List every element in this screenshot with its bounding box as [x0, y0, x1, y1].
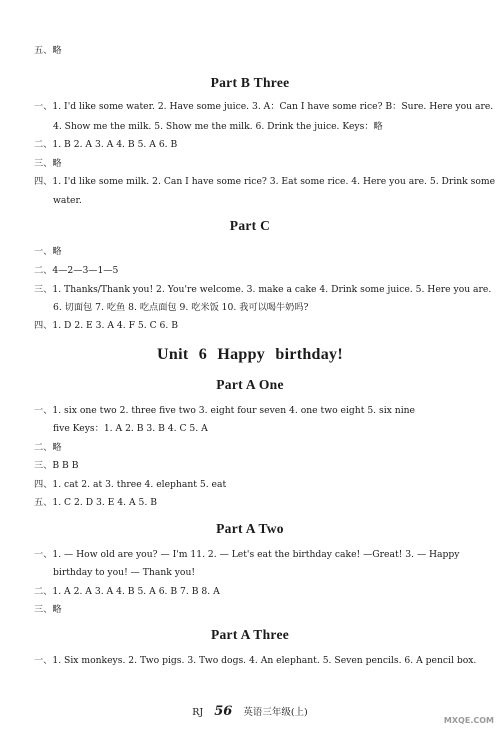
answer-line: 4. Show me the milk. 5. Show me the milk. 6. Drink the juice. Keys：略 — [53, 121, 383, 132]
answer-line: 四、1. D 2. E 3. A 4. F 5. C 6. B — [34, 320, 178, 331]
answer-line: 二、1. B 2. A 3. A 4. B 5. A 6. B — [34, 139, 178, 150]
footer-edition-code: RJ — [192, 707, 204, 718]
answer-line: 二、1. A 2. A 3. A 4. B 5. A 6. B 7. B 8. A — [34, 586, 220, 597]
answer-line: water. — [53, 195, 82, 206]
answer-line: 三、1. Thanks/Thank you! 2. You're welcome. 3. make a cake 4. Drink some juice. 5. Here you are. — [34, 284, 492, 295]
answer-line: five Keys：1. A 2. B 3. B 4. C 5. A — [53, 423, 208, 434]
answer-line: 五、略 — [34, 45, 62, 56]
unit-title: Unit 6 Happy birthday! — [157, 346, 343, 363]
answer-line: 三、略 — [34, 604, 62, 615]
answer-line: 四、1. I'd like some milk. 2. Can I have some rice? 3. Eat some rice. 4. Here you are. 5. Drink some — [34, 176, 496, 187]
answer-line: 三、B B B — [34, 460, 79, 471]
answer-line: birthday to you! — Thank you! — [53, 567, 196, 578]
answer-line: 五、1. C 2. D 3. E 4. A 5. B — [34, 497, 157, 508]
answer-line: 一、1. — How old are you? — I'm 11. 2. — Let's eat the birthday cake! —Great! 3. — Happy — [34, 549, 460, 560]
answer-line: 二、略 — [34, 442, 62, 453]
section-heading-part-a-three: Part A Three — [210, 627, 290, 642]
section-heading-part-c: Part C — [229, 218, 271, 233]
section-heading-part-a-two: Part A Two — [216, 521, 284, 536]
answer-line: 三、略 — [34, 158, 62, 169]
answer-line: 一、1. six one two 2. three five two 3. eight four seven 4. one two eight 5. six nine — [34, 405, 415, 416]
answer-line: 二、4—2—3—1—5 — [34, 265, 119, 276]
answer-line: 一、1. I'd like some water. 2. Have some juice. 3. A：Can I have some rice? B：Sure. Here you are. — [34, 101, 494, 112]
answer-line: 一、1. Six monkeys. 2. Two pigs. 3. Two dogs. 4. An elephant. 5. Seven pencils. 6. A pencil box. — [34, 655, 477, 666]
footer-subject: 英语三年级(上) — [243, 707, 308, 718]
watermark: MXQE.COM — [443, 716, 494, 725]
answer-line: 四、1. cat 2. at 3. three 4. elephant 5. eat — [34, 479, 227, 490]
page-footer — [0, 704, 500, 719]
page-number: 56 — [214, 704, 233, 719]
section-heading-part-b-three: Part B Three — [210, 75, 290, 90]
answer-line: 6. 切面包 7. 吃鱼 8. 吃点面包 9. 吃米饭 10. 我可以喝牛奶吗? — [53, 302, 309, 313]
section-heading-part-a-one: Part A One — [216, 377, 284, 392]
answer-line: 一、略 — [34, 246, 62, 257]
